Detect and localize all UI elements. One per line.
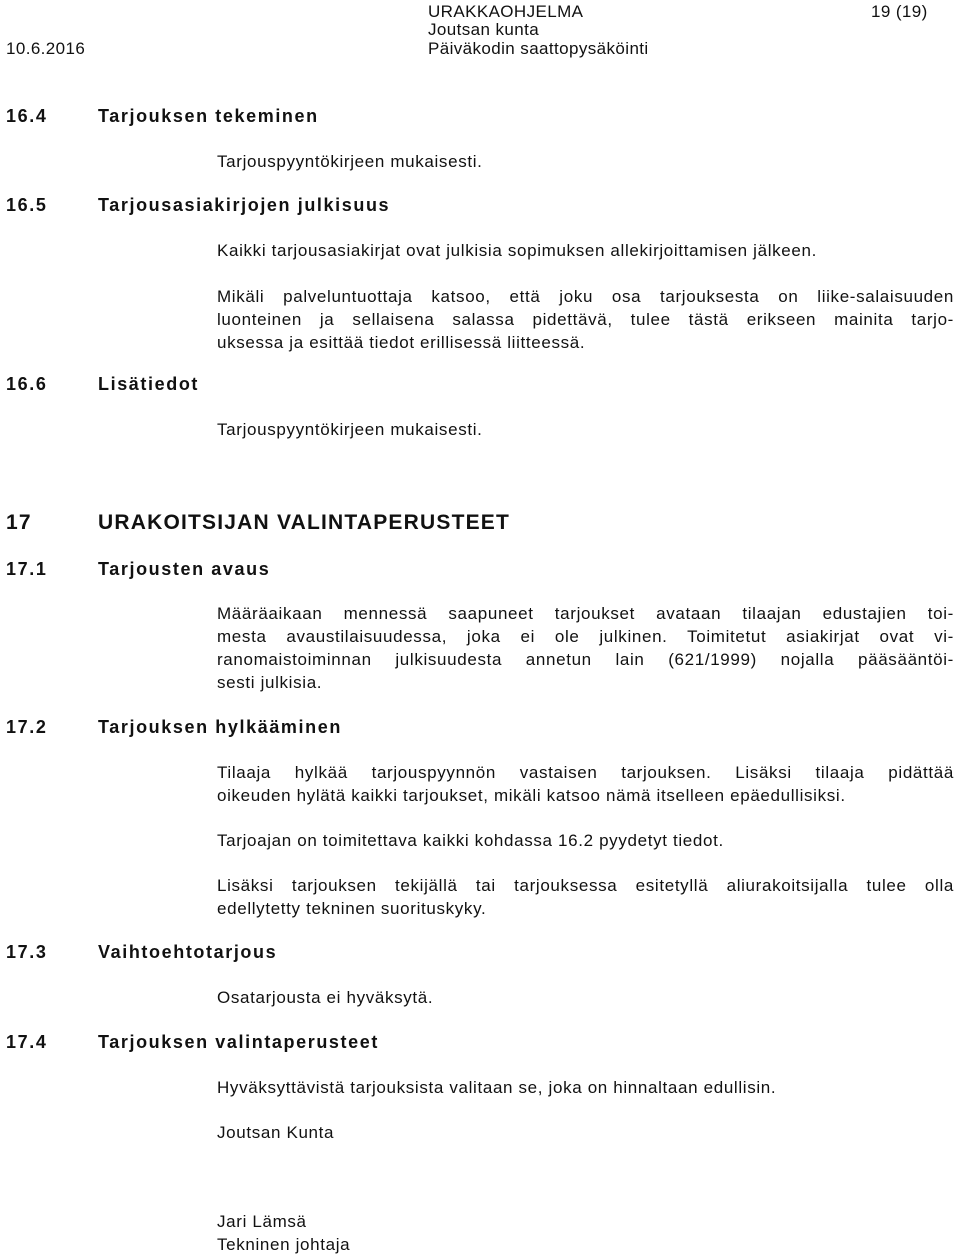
section-16-6-text: Tarjouspyyntökirjeen mukaisesti. [217, 420, 483, 439]
page-number: 19 (19) [871, 2, 928, 21]
section-16-4-number: 16.4 [6, 106, 48, 126]
text-line: Lisäksi tarjouksen tekijällä tai tarjouksessa esitetyllä aliurakoitsijalla tulee olla [217, 876, 954, 895]
section-16-4-text: Tarjouspyyntökirjeen mukaisesti. [217, 152, 483, 171]
section-17-2-heading: Tarjouksen hylkääminen [98, 717, 342, 737]
section-16-6-heading: Lisätiedot [98, 374, 200, 394]
section-17-1-number: 17.1 [6, 559, 48, 579]
chapter-17-number: 17 [6, 511, 32, 534]
document-title: URAKKAOHJELMA [428, 2, 584, 21]
project-name: Päiväkodin saattopysäköinti [428, 39, 649, 58]
signature-organization: Joutsan Kunta [217, 1123, 335, 1142]
section-16-4-heading: Tarjouksen tekeminen [98, 106, 319, 126]
signature-name: Jari Lämsä [217, 1212, 307, 1231]
chapter-17-heading: URAKOITSIJAN VALINTAPERUSTEET [98, 511, 511, 534]
text-line: edellytetty tekninen suorituskyky. [217, 899, 487, 918]
client-name: Joutsan kunta [428, 20, 540, 39]
section-16-5-number: 16.5 [6, 195, 48, 215]
section-17-3-text: Osatarjousta ei hyväksytä. [217, 988, 434, 1007]
section-17-1-heading: Tarjousten avaus [98, 559, 271, 579]
text-line: sesti julkisia. [217, 673, 323, 692]
section-17-2-number: 17.2 [6, 717, 48, 737]
text-line: Määräaikaan mennessä saapuneet tarjoukset avataan tilaajan edustajien toi- [217, 604, 954, 623]
text-line: uksessa ja esittää tiedot erillisessä liitteessä. [217, 333, 586, 352]
section-17-4-text: Hyväksyttävistä tarjouksista valitaan se, joka on hinnaltaan edullisin. [217, 1078, 777, 1097]
section-17-3-heading: Vaihtoehtotarjous [98, 942, 278, 962]
section-17-3-number: 17.3 [6, 942, 48, 962]
text-line: mesta avaustilaisuudessa, joka ei ole julkinen. Toimitetut asiakirjat ovat vi- [217, 627, 954, 646]
section-17-2-paragraph-2: Tarjoajan on toimitettava kaikki kohdassa 16.2 pyydetyt tiedot. [217, 831, 724, 850]
section-16-5-paragraph-2 [217, 285, 954, 354]
section-17-2-paragraph-1 [217, 761, 954, 807]
section-17-4-heading: Tarjouksen valintaperusteet [98, 1032, 379, 1052]
signature-role: Tekninen johtaja [217, 1235, 351, 1254]
section-17-1-paragraph [217, 602, 954, 694]
text-line: ranomaistoiminnan julkisuudesta annetun lain (621/1999) nojalla pääsääntöi- [217, 650, 954, 669]
text-line: luonteinen ja sellaisena salassa pidettävä, tulee tästä erikseen mainita tarjo- [217, 310, 954, 329]
section-16-5-paragraph-1: Kaikki tarjousasiakirjat ovat julkisia sopimuksen allekirjoittamisen jälkeen. [217, 241, 817, 260]
text-line: oikeuden hylätä kaikki tarjoukset, mikäli katsoo nämä itselleen epäedullisiksi. [217, 786, 846, 805]
text-line: Tilaaja hylkää tarjouspyynnön vastaisen tarjouksen. Lisäksi tilaaja pidättää [217, 763, 954, 782]
section-16-5-heading: Tarjousasiakirjojen julkisuus [98, 195, 391, 215]
text-line: Mikäli palveluntuottaja katsoo, että joku osa tarjouksesta on liike-salaisuuden [217, 287, 954, 306]
section-17-4-number: 17.4 [6, 1032, 48, 1052]
section-17-2-paragraph-3 [217, 874, 954, 920]
section-16-6-number: 16.6 [6, 374, 48, 394]
document-date: 10.6.2016 [6, 39, 86, 58]
